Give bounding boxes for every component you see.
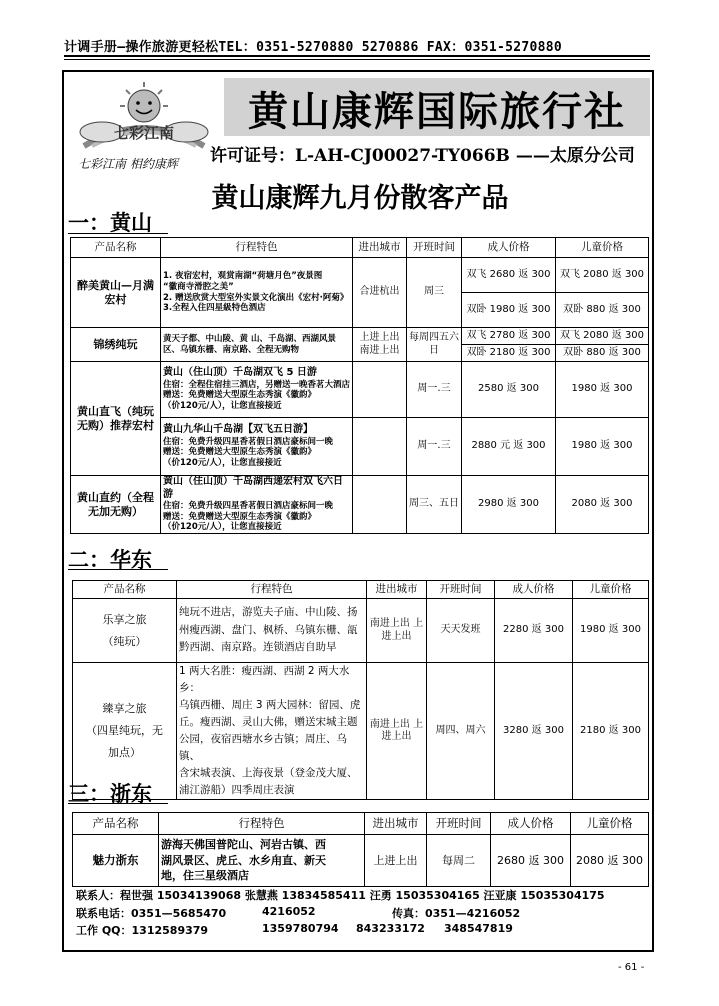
table-header-row — [73, 813, 649, 835]
child-price: 双卧 880 返 300 — [556, 345, 649, 362]
slogan: 七彩江南 相约康辉 — [78, 157, 178, 171]
city — [353, 362, 407, 418]
adult-price: 2980 返 300 — [462, 476, 556, 534]
col-header: 产品名称 — [73, 813, 159, 835]
schedule: 周四、周六 — [427, 663, 495, 800]
section-heading-zhedong: 三：浙东 — [68, 781, 152, 806]
zhedong-table — [72, 812, 649, 887]
adult-price: 双卧 2180 返 300 — [462, 345, 556, 362]
city: 上进上出 — [365, 835, 427, 887]
col-header: 进出城市 — [353, 238, 407, 258]
schedule: 天天发班 — [427, 599, 495, 663]
table-row — [71, 362, 649, 418]
schedule: 每周二 — [427, 835, 491, 887]
schedule: 每周四五六 日 — [407, 328, 462, 362]
table-row — [73, 835, 649, 887]
product-name: 醉美黄山—月满宏村 — [71, 258, 161, 328]
product-name: 魅力浙东 — [73, 835, 159, 887]
adult-price: 3280 返 300 — [495, 663, 573, 800]
product-features: 黄山（住山顶）千岛湖双飞 5 日游 住宿：全程住宿挂三酒店，另赠送一晚香茗大酒店 赠送：免费赠送大型原生态秀演《徽韵》 （价120元/人），让您直接接近 — [161, 362, 353, 418]
adult-price: 2580 返 300 — [462, 362, 556, 418]
company-name: 黄山康辉国际旅行社 — [248, 88, 626, 135]
child-price: 2180 返 300 — [573, 663, 649, 800]
adult-price: 双飞 2680 返 300 — [462, 258, 556, 293]
product-name: 臻享之旅 （四星纯玩，无 加点） — [73, 663, 177, 800]
divider — [68, 803, 168, 804]
col-header: 产品名称 — [71, 238, 161, 258]
huadong-table — [72, 580, 649, 800]
adult-price: 2280 返 300 — [495, 599, 573, 663]
col-header: 进出城市 — [367, 581, 427, 599]
table-row — [71, 328, 649, 345]
child-price: 双卧 880 返 300 — [556, 293, 649, 328]
license-number: 许可证号：L-AH-CJ00027-TY066B ——太原分公司 — [210, 146, 635, 166]
child-price: 1980 返 300 — [556, 362, 649, 418]
adult-price: 双飞 2780 返 300 — [462, 328, 556, 345]
contact-fax: 传真：0351—4216052 — [392, 907, 521, 920]
col-header: 行程特色 — [159, 813, 365, 835]
table-row — [73, 599, 649, 663]
page-number: - 61 - — [618, 962, 645, 973]
divider — [64, 59, 650, 60]
product-name: 锦绣纯玩 — [71, 328, 161, 362]
logo-text: 七彩江南 — [113, 124, 175, 142]
child-price: 2080 返 300 — [571, 835, 649, 887]
contact-qq: 工作 QQ：1312589379 — [76, 924, 209, 937]
city: 合进杭出 — [353, 258, 407, 328]
city: 南进上出 上进上出 — [367, 599, 427, 663]
child-price: 2080 返 300 — [556, 476, 649, 534]
adult-price: 2680 返 300 — [491, 835, 571, 887]
adult-price: 双卧 1980 返 300 — [462, 293, 556, 328]
product-features: 1. 夜宿宏村，观赏南湖“荷塘月色”夜景图 “徽商寺滑腔之美” 2. 赠送欣赏大型室外实景文化演出《宏村·阿菊》 3.全程入住四星級特色酒店 — [161, 258, 353, 328]
schedule: 周一.三 — [407, 362, 462, 418]
col-header: 产品名称 — [73, 581, 177, 599]
child-price: 双飞 2080 返 300 — [556, 328, 649, 345]
contact-phone: 联系电话：0351—5685470 — [76, 907, 227, 920]
schedule: 周三、五日 — [407, 476, 462, 534]
contact-qq-2: 1359780794 — [262, 922, 339, 935]
col-header: 成人价格 — [462, 238, 556, 258]
col-header: 儿童价格 — [573, 581, 649, 599]
product-features: 黄天子都、中山陵、黄 山、千岛湖、西湖风景 区、乌镇东栅、南京路、全程无购物 — [161, 328, 353, 362]
col-header: 进出城市 — [365, 813, 427, 835]
col-header: 行程特色 — [177, 581, 367, 599]
company-logo — [70, 80, 218, 152]
child-price: 1980 返 300 — [573, 599, 649, 663]
col-header: 行程特色 — [161, 238, 353, 258]
table-row — [71, 476, 649, 534]
city: 上进上出 南进上出 — [353, 328, 407, 362]
contact-qq-4: 348547819 — [444, 922, 513, 935]
table-header-row — [73, 581, 649, 599]
contact-phone-2: 4216052 — [262, 905, 316, 918]
divider — [68, 233, 168, 234]
col-header: 儿童价格 — [571, 813, 649, 835]
table-row — [71, 258, 649, 293]
child-price: 1980 返 300 — [556, 418, 649, 476]
col-header: 成人价格 — [491, 813, 571, 835]
col-header: 儿童价格 — [556, 238, 649, 258]
section-heading-huadong: 二：华东 — [68, 547, 152, 572]
huangshan-table — [70, 237, 649, 534]
city — [353, 418, 407, 476]
table-row — [73, 663, 649, 800]
top-header-bar: 计调手册—操作旅游更轻松TEL：0351-5270880 5270886 FAX：0351-5270880 — [64, 40, 562, 55]
product-name: 黄山直飞（纯玩无购）推荐宏村 — [71, 362, 161, 476]
city: 南进上出 上进上出 — [367, 663, 427, 800]
contact-qq-3: 843233172 — [356, 922, 425, 935]
divider — [68, 569, 168, 570]
schedule: 周三 — [407, 258, 462, 328]
col-header: 成人价格 — [495, 581, 573, 599]
child-price: 双飞 2080 返 300 — [556, 258, 649, 293]
page-title: 黄山康辉九月份散客产品 — [211, 183, 509, 214]
schedule: 周一.三 — [407, 418, 462, 476]
adult-price: 2880 元 返 300 — [462, 418, 556, 476]
sun-icon — [120, 82, 168, 122]
col-header: 开班时间 — [427, 581, 495, 599]
divider — [64, 55, 650, 57]
product-features: 游海天佛国普陀山、河岩古镇、西 湖风景区、虎丘、水乡甪直、新天 地，住三星级酒店 — [159, 835, 365, 887]
city — [353, 476, 407, 534]
col-header: 开班时间 — [407, 238, 462, 258]
product-features: 黄山（住山顶）千岛湖西递宏村双飞六日游 住宿：免费升级四星香茗假日酒店豪标间一晚 赠送：免费赠送大型原生态秀演《徽韵》 （价120元/人），让您直接接近 — [161, 476, 353, 534]
table-header-row — [71, 238, 649, 258]
product-features: 纯玩不进店，游览夫子庙、中山陵、扬 州瘦西湖、盘门、枫桥、乌镇东栅、瓿 黔西湖、南京路。连锁酒店自助早 — [177, 599, 367, 663]
contact-people: 联系人：程世强 15034139068 张慧燕 13834585411 汪勇 15035304165 汪亚康 15035304175 — [76, 889, 605, 902]
product-name: 乐享之旅 （纯玩） — [73, 599, 177, 663]
product-features: 黄山九华山千岛湖【双飞五日游】 住宿：免费升级四星香茗假日酒店豪标间一晚 赠送：免费赠送大型原生态秀演《徽韵》 （价120元/人），让您直接接近 — [161, 418, 353, 476]
col-header: 开班时间 — [427, 813, 491, 835]
section-heading-huangshan: 一：黄山 — [68, 210, 152, 235]
product-features: 1 两大名胜：瘦西湖、西湖 2 两大水乡： 乌镇西栅、周庄 3 两大园林：留园、虎 丘。瘦西湖、灵山大佛，赠送宋城主题 公园，夜宿西塘水乡古镇；周庄、乌镇、 含宋城表演、上海夜景（登金茂大厦、 浦江游船）四季周庄表演 — [177, 663, 367, 800]
product-name: 黄山直约（全程无加无购） — [71, 476, 161, 534]
